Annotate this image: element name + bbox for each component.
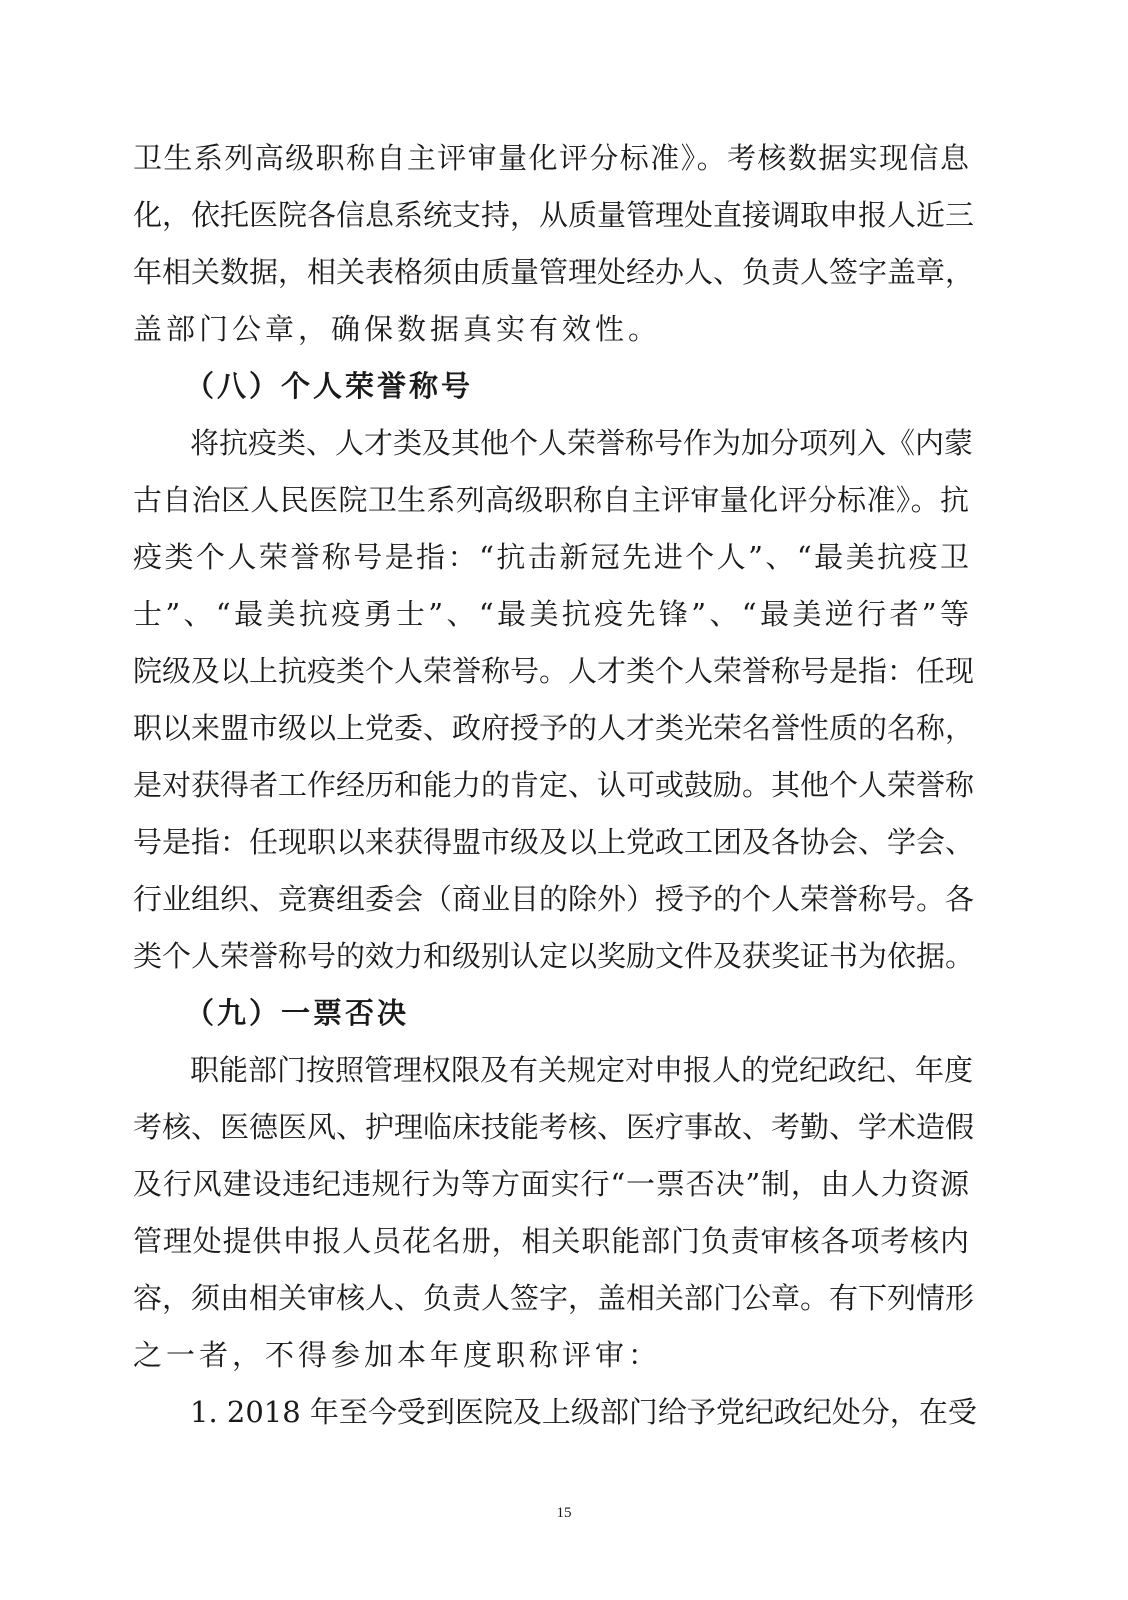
body-line: 化，依托医院各信息系统支持，从质量管理处直接调取申报人近三 — [133, 198, 975, 232]
body-line: 职以来盟市级以上党委、政府授予的人才类光荣名誉性质的名称， — [133, 711, 975, 745]
section-heading: （八）个人荣誉称号 — [185, 369, 474, 403]
body-line: 号是指：任现职以来获得盟市级及以上党政工团及各协会、学会、 — [133, 825, 975, 859]
page-number: 15 — [556, 1505, 572, 1521]
body-line: 卫生系列高级职称自主评审量化评分标准》。考核数据实现信息 — [133, 141, 969, 175]
body-line: 士”、“最美抗疫勇士”、“最美抗疫先锋”、“最美逆行者”等 — [133, 597, 969, 631]
body-line: 管理处提供申报人员花名册，相关职能部门负责审核各项考核内 — [133, 1224, 969, 1258]
body-line: 盖部门公章，确保数据真实有效性。 — [133, 312, 662, 346]
body-line: 考核、医德医风、护理临床技能考核、医疗事故、考勤、学术造假 — [133, 1110, 975, 1144]
body-line: 类个人荣誉称号的效力和级别认定以奖励文件及获奖证书为依据。 — [133, 939, 975, 973]
body-line: 疫类个人荣誉称号是指：“抗击新冠先进个人”、“最美抗疫卫 — [133, 540, 969, 574]
body-line: 职能部门按照管理权限及有关规定对申报人的党纪政纪、年度 — [190, 1053, 974, 1087]
body-line: 将抗疫类、人才类及其他个人荣誉称号作为加分项列入《内蒙 — [190, 426, 974, 460]
body-line: 之一者，不得参加本年度职称评审： — [133, 1338, 662, 1372]
body-line: 行业组织、竞赛组委会（商业目的除外）授予的个人荣誉称号。各 — [133, 882, 975, 916]
body-line: 院级及以上抗疫类个人荣誉称号。人才类个人荣誉称号是指：任现 — [133, 654, 975, 688]
body-line: 容，须由相关审核人、负责人签字，盖相关部门公章。有下列情形 — [133, 1281, 975, 1315]
body-line: 古自治区人民医院卫生系列高级职称自主评审量化评分标准》。抗 — [133, 483, 969, 517]
section-heading: （九）一票否决 — [185, 996, 410, 1030]
body-line: 是对获得者工作经历和能力的肯定、认可或鼓励。其他个人荣誉称 — [133, 768, 975, 802]
body-line: 及行风建设违纪违规行为等方面实行“一票否决”制，由人力资源 — [133, 1167, 969, 1201]
list-item: 1. 2018 年至今受到医院及上级部门给予党纪政纪处分，在受 — [190, 1395, 977, 1429]
body-line: 年相关数据，相关表格须由质量管理处经办人、负责人签字盖章， — [133, 255, 975, 289]
